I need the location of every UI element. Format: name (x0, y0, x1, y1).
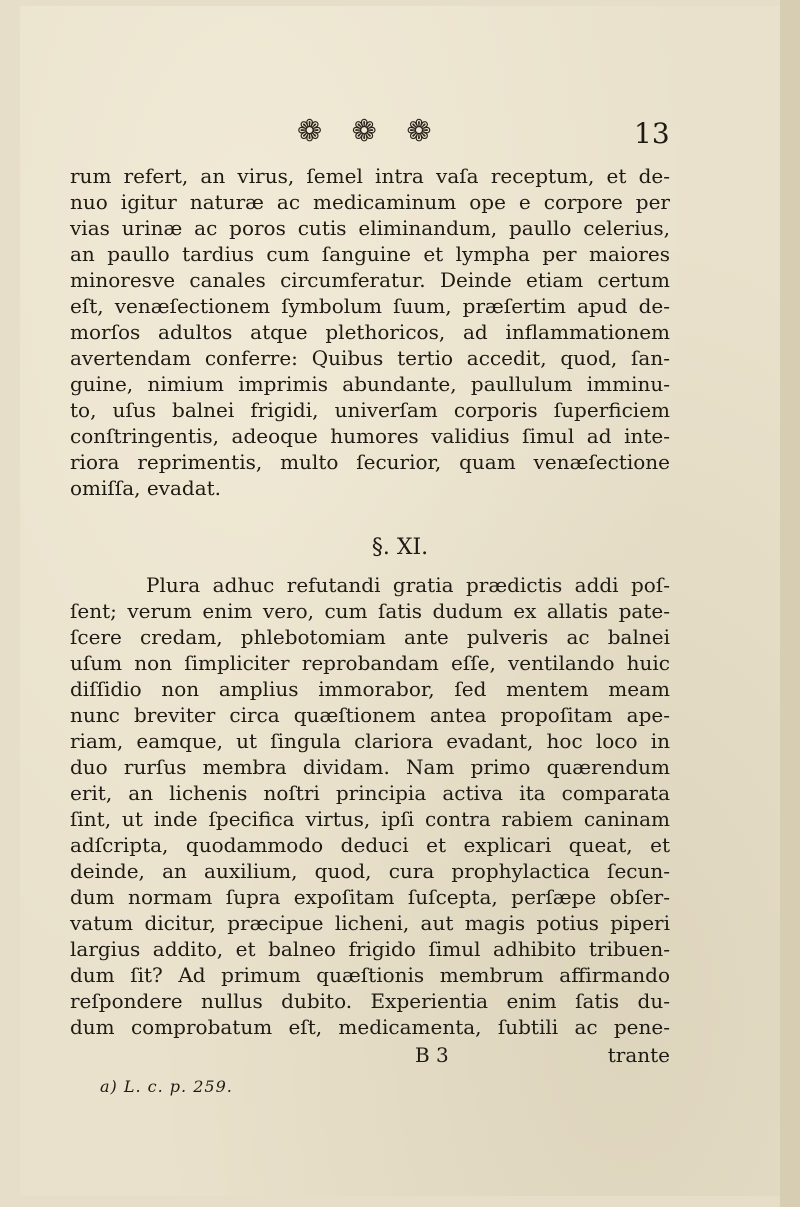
footnote: a) L. c. p. 259. (100, 1077, 233, 1096)
text-line: riam, eamque, ut ſingula clariora evadant, hoc loco in (70, 729, 670, 753)
printer-ornament: ❁ ❁ ❁ (297, 114, 442, 149)
text-line: conſtringentis, adeoque humores validius ſimul ad inte- (70, 424, 670, 448)
text-line: an paullo tardius cum ſanguine et lympha per maiores (70, 242, 670, 266)
text-line: morſos adultos atque plethoricos, ad inflammationem (70, 320, 670, 344)
text-line: largius addito, et balneo frigido ſimul adhibito tribuen- (70, 937, 670, 961)
text-line: ſint, ut inde ſpecifica virtus, ipſi contra rabiem caninam (70, 807, 670, 831)
text-line: dum comprobatum eſt, medicamenta, ſubtili ac pene- (70, 1015, 670, 1039)
text-line: reſpondere nullus dubito. Experientia enim ſatis du- (70, 989, 670, 1013)
text-line: eſt, venæſectionem ſymbolum ſuum, præſertim apud de- (70, 294, 670, 318)
text-line: diſſidio non amplius immorabor, ſed mentem meam (70, 677, 670, 701)
text-line: riora reprimentis, multo ſecurior, quam venæſectione (70, 450, 670, 474)
text-line: omiſſa, evadat. (70, 476, 222, 500)
text-line: minoresve canales circumferatur. Deinde etiam certum (70, 268, 670, 292)
text-line: uſum non ſimpliciter reprobandam eſſe, ventilando huic (70, 651, 670, 675)
text-line: to, uſus balnei frigidi, univerſam corporis ſuperficiem (70, 398, 670, 422)
text-line: nuo igitur naturæ ac medicaminum ope e corpore per (70, 190, 670, 214)
text-line: vatum dicitur, præcipue licheni, aut magis potius piperi (70, 911, 670, 935)
page-edge (780, 0, 800, 1207)
paragraph-2 (70, 572, 670, 1040)
text-line: duo rurſus membra dividam. Nam primo quærendum (70, 755, 670, 779)
running-header (0, 115, 800, 155)
text-line: ſcere credam, phlebotomiam ante pulveris ac balnei (70, 625, 670, 649)
catchword: trante (607, 1043, 670, 1067)
page-number: 13 (634, 117, 670, 150)
text-line: ſent; verum enim vero, cum ſatis dudum ex allatis pate- (70, 599, 670, 623)
text-line: vias urinæ ac poros cutis eliminandum, paullo celerius, (70, 216, 670, 240)
text-line: erit, an lichenis noſtri principia activa ita comparata (70, 781, 670, 805)
signature-mark: B 3 (415, 1043, 449, 1067)
text-line: deinde, an auxilium, quod, cura prophylactica ſecun- (70, 859, 670, 883)
text-line: rum refert, an virus, ſemel intra vaſa receptum, et de- (70, 164, 670, 188)
text-line: dum normam ſupra expoſitam ſuſcepta, perſæpe obſer- (70, 885, 670, 909)
page-footer (70, 1042, 670, 1068)
section-heading: §. XI. (371, 535, 429, 560)
text-line: dum ſit? Ad primum quæſtionis membrum affirmando (70, 963, 670, 987)
text-line: Plura adhuc refutandi gratia prædictis addi poſ- (146, 573, 670, 597)
paragraph-1 (70, 163, 670, 501)
text-line: adſcripta, quodammodo deduci et explicari queat, et (70, 833, 670, 857)
text-line: avertendam conferre: Quibus tertio accedit, quod, ſan- (70, 346, 670, 370)
text-line: guine, nimium imprimis abundante, paullulum imminu- (70, 372, 670, 396)
text-line: nunc breviter circa quæſtionem antea propoſitam ape- (70, 703, 670, 727)
